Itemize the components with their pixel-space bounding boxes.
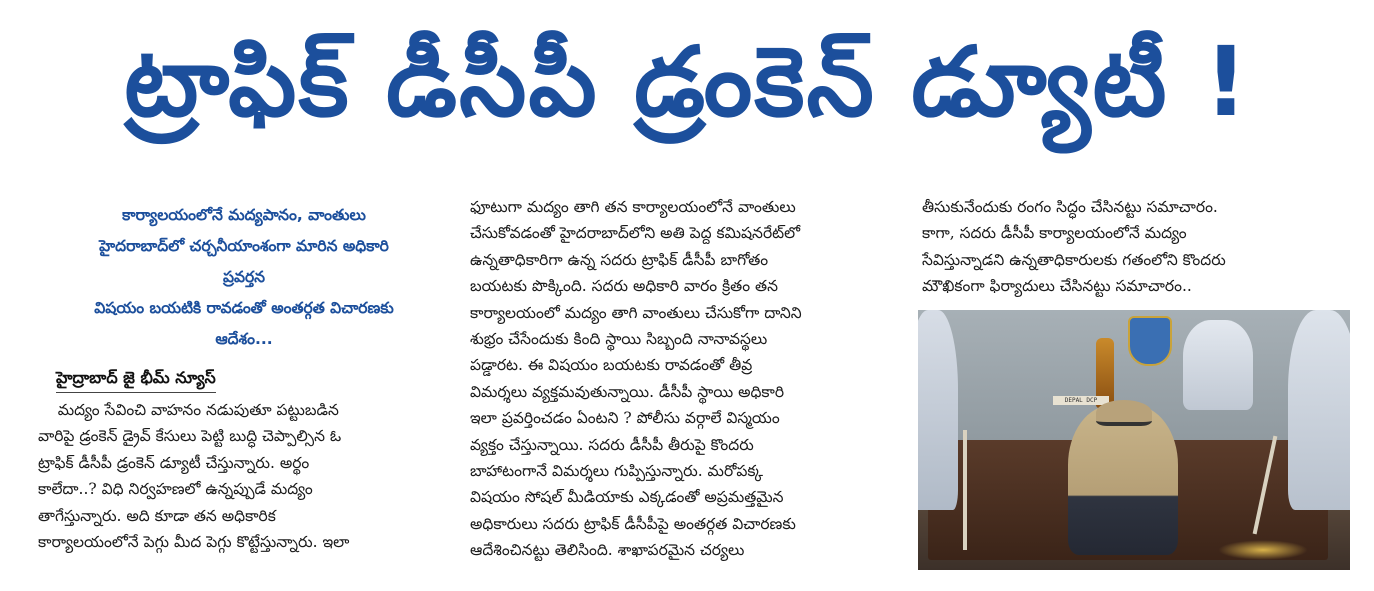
text-line: విషయం సోషల్ మీడియాకు ఎక్కడంతో అప్రమత్తమైన	[470, 488, 784, 507]
column-2	[470, 194, 900, 564]
text-line: తీసుకునేందుకు రంగం సిద్ధం చేసినట్టు సమాచారం.	[922, 198, 1218, 216]
subheadline-line: ఆదేశం...	[215, 330, 273, 348]
subheadline-line: కార్యాలయంలోనే మద్యపానం, వాంతులు	[122, 206, 366, 224]
text-line: మద్యం సేవించి వాహనం నడుపుతూ పట్టుబడిన	[38, 401, 339, 419]
spill-mark	[1218, 540, 1308, 560]
text-line: పడ్డారట. ఈ విషయం బయటకు రావడంతో తీవ్ర	[470, 356, 753, 375]
text-line: కార్యాలయంలో మద్యం తాగి వాంతులు చేసుకోగా దానిని	[470, 303, 802, 322]
police-cap-icon	[1096, 400, 1152, 426]
text-line: మౌఖికంగా ఫిర్యాదులు చేసినట్టు సమాచారం..	[922, 277, 1192, 296]
text-line: బాహాటంగానే విమర్శలు గుప్పిస్తున్నారు. మరోపక్క	[470, 462, 763, 481]
text-line: సేవిస్తున్నాడని ఉన్నతాధికారులకు గతంలోని కొందరు	[922, 250, 1226, 269]
article-body-column-2	[470, 194, 900, 564]
text-line: వారిపై డ్రంకెన్ డ్రైవ్ కేసులు పెట్టి బుద్ధి చెప్పాల్సిన ఓ	[38, 427, 342, 446]
text-line: బయటకు పొక్కింది. సదరు అధికారి వారం క్రితం తన	[470, 277, 778, 296]
desk-nameplate: DEPAL DCP	[1053, 396, 1109, 405]
text-line: వ్యక్తం చేస్తున్నాయి. సదరు డీసీపీ తీరుపై కొందరు	[470, 435, 754, 454]
subheadline-line: హైదరాబాద్‌లో చర్చనీయాంశంగా మారిన అధికారి	[99, 237, 389, 255]
subheadline-line: విషయం బయటికి రావడంతో అంతర్గత విచారణకు	[94, 299, 394, 317]
column-1	[38, 194, 450, 555]
text-line: కాగా, సదరు డీసీపీ కార్యాలయంలోనే మద్యం	[922, 224, 1187, 243]
staff-figure	[918, 310, 958, 510]
text-line: కార్యాలయంలోనే పెగ్గు మీద పెగ్గు కొట్టేస్తున్నారు. ఇలా	[38, 533, 350, 552]
text-line: ఫూటుగా మద్యం తాగి తన కార్యాలయంలోనే వాంతులు	[470, 198, 796, 216]
text-line: అధికారులు సదరు ట్రాఫిక్ డీసీపీపై అంతర్గత విచారణకు	[470, 514, 796, 533]
text-line: ఆదేశించినట్టు తెలిసింది. శాఖాపరమైన చర్యలు	[470, 541, 745, 560]
byline: హైద్రాబాద్ జై భీమ్ న్యూస్	[56, 365, 216, 393]
text-line: తాగేస్తున్నారు. అది కూడా తన అధికారిక	[38, 506, 276, 525]
staff-figure	[1288, 310, 1350, 510]
subheadline	[38, 200, 450, 355]
text-line: ట్రాఫిక్ డీసీపీ డ్రంకెన్ డ్యూటీ చేస్తున్నారు. అర్థం	[38, 453, 310, 472]
text-line: శుభ్రం చేసేందుకు కింది స్థాయి సిబ్బంది నానావస్థలు	[470, 330, 768, 349]
column-3	[922, 194, 1352, 300]
text-line: ఇలా ప్రవర్తించడం ఏంటని ? పోలీసు వర్గాలే విస్మయం	[470, 409, 780, 428]
text-line: ఉన్నతాధికారిగా ఉన్న సదరు ట్రాఫిక్ డీసీపీ బాగోతం	[470, 250, 769, 269]
text-line: కాలేదా..? విధి నిర్వహణలో ఉన్నప్పుడే మద్యం	[38, 480, 313, 499]
article-body-column-3	[922, 194, 1352, 300]
mop-icon	[963, 430, 967, 550]
article-photo	[918, 310, 1350, 570]
police-emblem-icon	[1128, 316, 1172, 366]
subheadline-line: ప్రవర్తన	[222, 268, 266, 286]
staff-figure	[1183, 320, 1253, 410]
article-body-column-1	[38, 397, 450, 555]
headline: ట్రాఫిక్ డీసీపీ డ్రంకెన్ డ్యూటీ !	[124, 26, 1250, 138]
officer-figure	[1068, 405, 1178, 555]
text-line: చేసుకోవడంతో హైదరాబాద్‌లోని అతి పెద్ద కమిషనరేట్‌లో	[470, 224, 801, 243]
text-line: విమర్శలు వ్యక్తమవుతున్నాయి. డీసీపీ స్థాయి అధికారి	[470, 382, 785, 401]
